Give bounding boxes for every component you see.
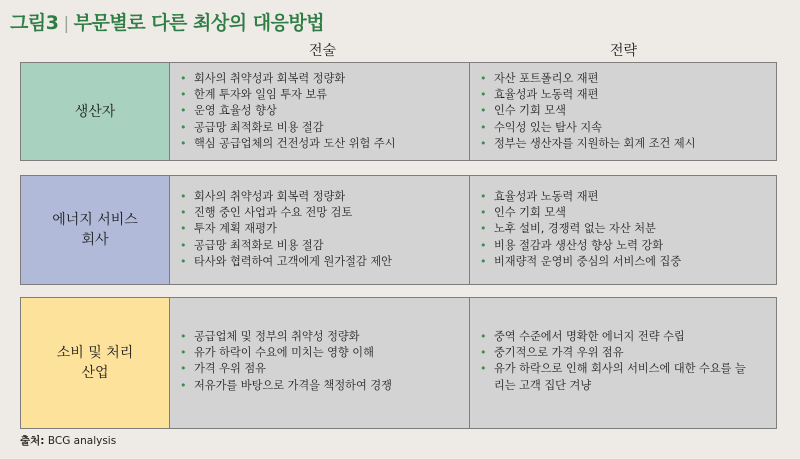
tactic-cell-consumers (170, 298, 470, 428)
category-energy-services (21, 176, 170, 284)
category-label: 소비 및 처리 산업 (56, 345, 134, 381)
list-item: • 운영 효율성 향상 (180, 103, 461, 119)
tactic-cell-producer (170, 63, 470, 160)
figure-title (10, 8, 324, 35)
list-item: • 진행 중인 사업과 수요 전망 검토 (180, 205, 461, 221)
list-item: • 노후 설비, 경쟁력 없는 자산 처분 (480, 221, 768, 237)
bullet-icon: • (480, 120, 487, 134)
bullet-icon: • (180, 104, 187, 118)
list-item: • 핵심 공급업체의 건전성과 도산 위험 주시 (180, 136, 461, 152)
list-item: • 회사의 취약성과 회복력 정량화 (180, 189, 461, 205)
list-item: • 중역 수준에서 명확한 에너지 전략 수립 (480, 329, 768, 345)
figure-label: 그림3 (10, 12, 59, 34)
bullet-icon: • (180, 378, 187, 392)
bullet-icon: • (480, 190, 487, 203)
bullet-icon: • (180, 190, 187, 203)
row-producer (20, 62, 777, 161)
list-item: • 중기적으로 가격 우위 점유 (480, 345, 768, 361)
row-consumers (20, 297, 777, 429)
list-item: • 인수 기회 모색 (480, 205, 768, 221)
bullet-icon: • (180, 362, 187, 376)
source-label: 출처: (20, 435, 45, 447)
list-item: • 인수 기회 모색 (480, 103, 768, 119)
list-item: • 투자 계획 재평가 (180, 221, 461, 237)
strategy-cell-energy-services (470, 176, 776, 284)
list-item: • 자산 포트폴리오 재편 (480, 71, 768, 87)
list-item: • 정부는 생산자를 지원하는 회계 조건 제시 (480, 136, 768, 152)
list-item: • 유가 하락으로 인해 회사의 서비스에 대한 수요를 늘리는 고객 집단 겨냥 (480, 362, 746, 392)
bullet-icon: • (180, 346, 187, 360)
list-item: • 공급망 최적화로 비용 절감 (180, 120, 461, 136)
list-item: • 저유가를 바탕으로 가격을 책정하여 경쟁 (180, 378, 461, 394)
list-item: • 유가 하락이 수요에 미치는 영향 이해 (180, 345, 461, 361)
list-item: • 공급망 최적화로 비용 절감 (180, 238, 461, 254)
bullet-icon: • (180, 120, 187, 134)
strategy-cell-consumers (470, 298, 776, 428)
tactic-cell-energy-services (170, 176, 470, 284)
bullet-icon: • (180, 254, 187, 268)
list-item: • 회사의 취약성과 회복력 정량화 (180, 71, 461, 87)
title-separator: | (63, 14, 69, 34)
strategy-cell-producer (470, 63, 776, 160)
bullet-icon: • (480, 222, 487, 236)
bullet-icon: • (180, 238, 187, 252)
bullet-icon: • (480, 238, 487, 252)
list-item: • 비재량적 운영비 중심의 서비스에 집중 (480, 254, 768, 270)
bullet-icon: • (180, 222, 187, 236)
list-item: • 공급업체 및 정부의 취약성 정량화 (180, 329, 461, 345)
bullet-icon: • (180, 330, 187, 343)
list-item: • 효율성과 노동력 재편 (480, 189, 768, 205)
bullet-icon: • (480, 206, 487, 220)
list-item: • 가격 우위 점유 (180, 361, 461, 377)
bullet-icon: • (480, 254, 487, 268)
bullet-icon: • (180, 88, 187, 102)
bullet-icon: • (180, 72, 187, 85)
category-producer: 생산자 (21, 63, 170, 160)
category-consumers (21, 298, 170, 428)
bullet-icon: • (180, 206, 187, 220)
bullet-icon: • (480, 346, 487, 360)
figure-title-text: 부문별로 다른 최상의 대응방법 (73, 12, 325, 34)
list-item: • 타사와 협력하여 고객에게 원가절감 제안 (180, 254, 461, 270)
bullet-icon: • (480, 362, 487, 376)
list-item: • 한계 투자와 일임 투자 보류 (180, 87, 461, 103)
category-label: 에너지 서비스 회사 (52, 212, 138, 248)
bullet-icon: • (480, 104, 487, 118)
column-header-tactic: 전술 (308, 43, 337, 59)
list-item: • 수익성 있는 탐사 지속 (480, 120, 768, 136)
bullet-icon: • (180, 136, 187, 150)
row-energy-services (20, 175, 777, 285)
list-item: • 비용 절감과 생산성 향상 노력 강화 (480, 238, 768, 254)
source-text: BCG analysis (47, 435, 117, 447)
bullet-icon: • (480, 88, 487, 102)
source-note (20, 433, 116, 448)
bullet-icon: • (480, 72, 487, 85)
bullet-icon: • (480, 136, 487, 150)
column-header-strategy: 전략 (609, 43, 638, 59)
bullet-icon: • (480, 330, 487, 343)
list-item: • 효율성과 노동력 재편 (480, 87, 768, 103)
